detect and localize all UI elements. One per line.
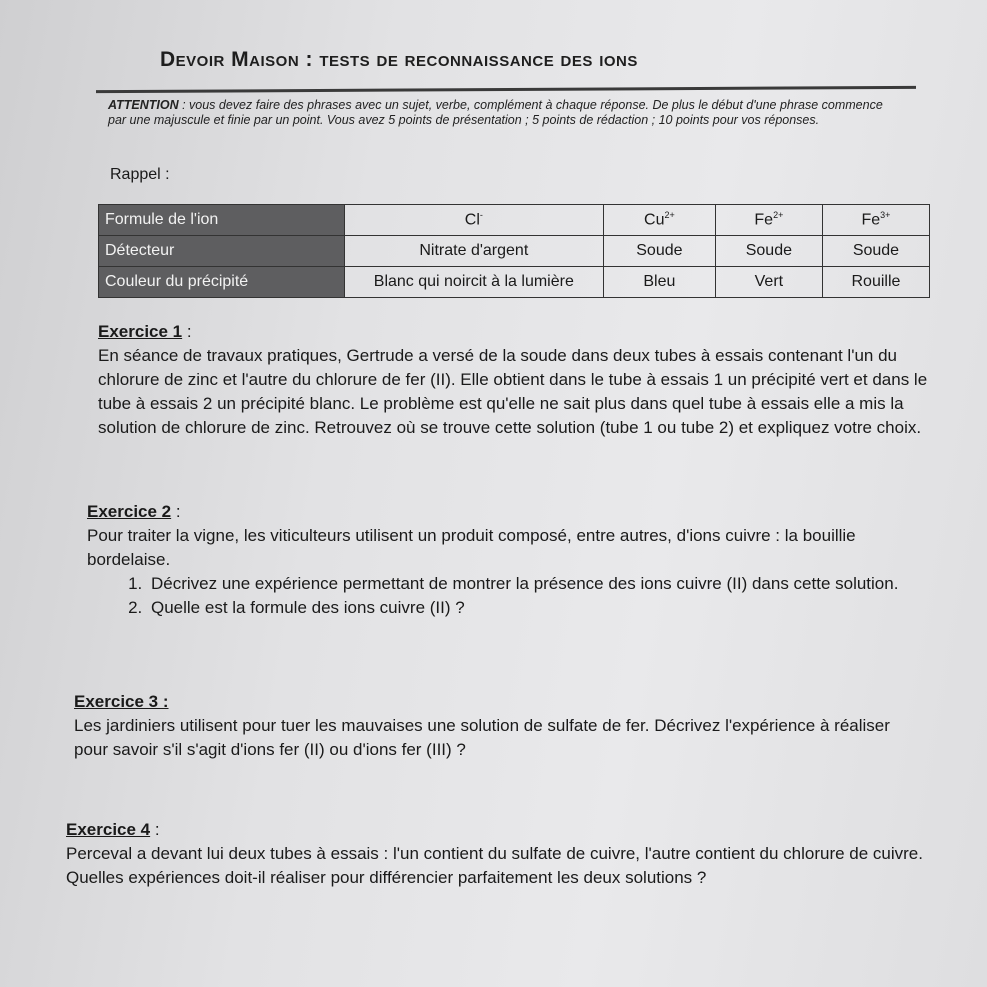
page-title: Devoir Maison : tests de reconnaissance des ions (160, 48, 638, 71)
list-item: 2. Quelle est la formule des ions cuivre (II) ? (147, 596, 917, 620)
table-cell: Soude (822, 236, 929, 267)
table-cell: Bleu (603, 267, 715, 298)
exercise-text: Perceval a devant lui deux tubes à essais : l'un contient du sulfate de cuivre, l'autre contient du chlorure de cuivre. (66, 844, 923, 863)
exercise-title: Exercice 4 (66, 820, 151, 839)
ion-formula-cell: $Fe^{2+}$ (715, 205, 822, 236)
attention-note (108, 98, 898, 127)
table-row (99, 236, 930, 267)
title-divider (96, 86, 916, 93)
exercise-text: Pour traiter la vigne, les viticulteurs utilisent un produit composé, entre autres, d'ions cuivre : la bouillie bordelaise. (87, 526, 856, 569)
row-header: Détecteur (99, 236, 345, 267)
ion-formula-cell: $Cu^{2+}$ (603, 205, 715, 236)
row-header: Formule de l'ion (99, 205, 345, 236)
table-row (99, 205, 930, 236)
exercise-2: Exercice 2 : Pour traiter la vigne, les viticulteurs utilisent un produit composé, entre autres, d'ions cuivre : la bouillie bordelaise. 1. Décrivez une expérience permettant de montrer la présence des ions cuivre (II) dans cette solution. 2. Quelle est la formule des ions cuivre (II) ? (87, 500, 917, 620)
row-header: Couleur du précipité (99, 267, 345, 298)
list-item: 1. Décrivez une expérience permettant de montrer la présence des ions cuivre (II) dans cette solution. (147, 572, 917, 596)
exercise-4: Exercice 4 : Perceval a devant lui deux tubes à essais : l'un contient du sulfate de cuivre, l'autre contient du chlorure de cuivre. Quelles expériences doit-il réaliser pour différencier parfaitement les deux solutions ? (66, 818, 926, 890)
exercise-title: Exercice 2 (87, 502, 172, 521)
exercise-3 (74, 690, 924, 762)
table-cell: Soude (603, 236, 715, 267)
table-cell: Soude (715, 236, 822, 267)
ion-reference-table (98, 204, 930, 298)
attention-label: ATTENTION (108, 98, 179, 112)
exercise-title: Exercice 1 (98, 322, 183, 341)
rappel-label: Rappel : (110, 166, 170, 183)
exercise-1: Exercice 1 : En séance de travaux pratiques, Gertrude a versé de la soude dans deux tubes à essais contenant l'un du chlorure de zinc et l'autre du chlorure de fer (II). Elle obtient dans le tube à essais 1 un précipité vert et dans le tube à essais 2 un précipité blanc. Le problème est qu'elle ne sait plus dans quel tube à essais elle a mis la solution de chlorure de zinc. Retrouvez où se trouve cette solution (tube 1 ou tube 2) et expliquez votre choix. (98, 320, 928, 440)
table-row (99, 267, 930, 298)
attention-text: : vous devez faire des phrases avec un sujet, verbe, complément à chaque réponse. De plus le début d'une phrase commence par une majuscule et finie par un point. Vous avez 5 points de présentation ; 5 points de rédaction ; 10 points pour vos réponses. (108, 98, 883, 127)
question-list (87, 572, 917, 620)
exercise-question: Quelles expériences doit-il réaliser pour différencier parfaitement les deux solutions ? (66, 868, 707, 887)
ion-formula-cell: Cl- (344, 205, 603, 236)
exercise-text: Les jardiniers utilisent pour tuer les mauvaises une solution de sulfate de fer. Décrivez l'expérience à réaliser pour savoir s'il s'agit d'ions fer (II) ou d'ions fer (III) ? (74, 716, 890, 759)
table-cell: Rouille (822, 267, 929, 298)
ion-formula-cell: $Fe^{3+}$ (822, 205, 929, 236)
table-cell: Vert (715, 267, 822, 298)
exercise-title: Exercice 3 : (74, 692, 169, 711)
table-cell: Blanc qui noircit à la lumière (344, 267, 603, 298)
exercise-text: En séance de travaux pratiques, Gertrude a versé de la soude dans deux tubes à essais contenant l'un du chlorure de zinc et l'autre du chlorure de fer (II). Elle obtient dans le tube à essais 1 un précipité vert et dans le tube à essais 2 un précipité blanc. Le problème est qu'elle ne sait plus dans quel tube à essais elle a mis la solution de chlorure de zinc. Retrouvez où se trouve cette solution (tube 1 ou tube 2) et expliquez votre choix. (98, 346, 928, 437)
table-cell: Nitrate d'argent (344, 236, 603, 267)
